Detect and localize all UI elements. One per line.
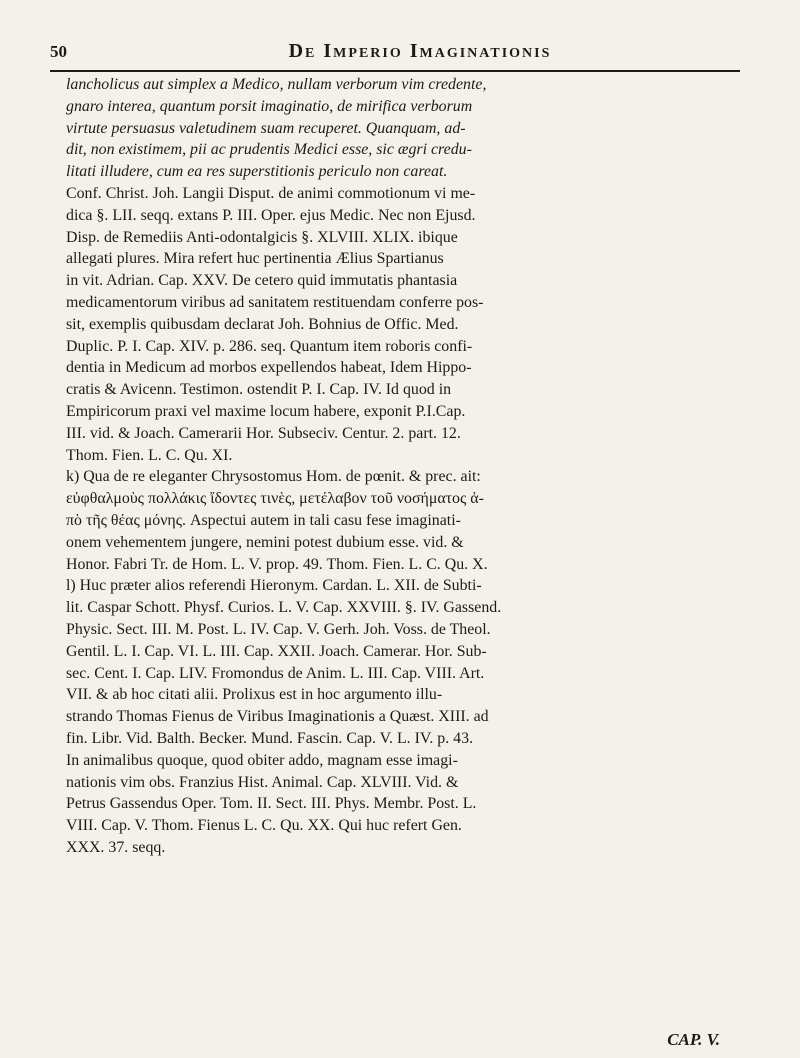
text-line: litati illudere, cum ea res superstitionis periculo non careat. — [66, 163, 448, 181]
header-rule — [50, 70, 740, 72]
text-line: lit. Caspar Schott. Physf. Curios. L. V. Cap. XXVIII. §. IV. Gassend. — [66, 599, 502, 617]
text-line: III. vid. & Joach. Camerarii Hor. Subseciv. Centur. 2. part. 12. — [66, 424, 461, 442]
text-line: nationis vim obs. Franzius Hist. Animal. Cap. XLVIII. Vid. & — [66, 773, 459, 791]
text-line: allegati plures. Mira refert huc pertinentia Ælius Spartianus — [66, 250, 444, 268]
footnote-l-line: l) Huc præter alios referendi Hieronym. Cardan. L. XII. de Subti- — [66, 577, 482, 595]
text-line: πὸ τῆς θέας μόνης. Aspectui autem in tali casu fese imaginati- — [66, 511, 461, 529]
text-line: dit, non existimem, pii ac prudentis Medici esse, sic ægri credu- — [66, 141, 472, 159]
text-line: dentia in Medicum ad morbos expellendos habeat, Idem Hippo- — [66, 359, 472, 377]
text-line: Empiricorum praxi vel maxime locum habere, exponit P.I.Cap. — [66, 402, 466, 420]
text-line: gnaro interea, quantum porsit imaginatio, de mirifica verborum — [66, 97, 473, 115]
text-line: onem vehementem jungere, nemini potest dubium esse. vid. & — [66, 533, 464, 551]
text-line: Gentil. L. I. Cap. VI. L. III. Cap. XXII. Joach. Camerar. Hor. Sub- — [66, 642, 487, 660]
text-line: XXX. 37. seqq. — [66, 838, 166, 856]
text-line: medicamentorum viribus ad sanitatem restituendam conferre pos- — [66, 293, 484, 311]
text-line: sit, exemplis quibusdam declarat Joh. Bohnius de Offic. Med. — [66, 315, 459, 333]
text-line: in vit. Adrian. Cap. XXV. De cetero quid immutatis phantasia — [66, 272, 458, 290]
footnote-k-line: k) Qua de re eleganter Chrysostomus Hom. de pœnit. & prec. ait: — [66, 468, 481, 486]
text-line: virtute persuasus valetudinem suam recuperet. Quanquam, ad- — [66, 119, 466, 137]
running-title: De Imperio Imaginationis — [288, 40, 552, 62]
text-line: Physic. Sect. III. M. Post. L. IV. Cap. V. Gerh. Joh. Voss. de Theol. — [66, 620, 491, 638]
text-line: VII. & ab hoc citati alii. Prolixus est in hoc argumento illu- — [66, 686, 443, 704]
text-line: dica §. LII. seqq. extans P. III. Oper. ejus Medic. Nec non Ejusd. — [66, 206, 476, 224]
text-line: Conf. Christ. Joh. Langii Disput. de animi commotionum vi me- — [66, 184, 476, 202]
text-line: In animalibus quoque, quod obiter addo, magnam esse imagi- — [66, 751, 458, 769]
body-text — [66, 74, 738, 859]
text-line: Disp. de Remediis Anti-odontalgicis §. XLVIII. XLIX. ibique — [66, 228, 458, 246]
page-header — [50, 40, 750, 63]
text-line: Duplic. P. I. Cap. XIV. p. 286. seq. Quantum item roboris confi- — [66, 337, 473, 355]
text-line: sec. Cent. I. Cap. LIV. Fromondus de Anim. L. III. Cap. VIII. Art. — [66, 664, 485, 682]
text-line: lancholicus aut simplex a Medico, nullam verborum vim credente, — [66, 76, 487, 93]
text-line: strando Thomas Fienus de Viribus Imaginationis a Quæst. XIII. ad — [66, 708, 489, 726]
greek-text-line: εὐφθαλμοὺς πολλάκις ἴδοντες τινὲς, μετέλαβον τοῦ νοσήματος ἀ- — [66, 490, 484, 508]
text-line: VIII. Cap. V. Thom. Fienus L. C. Qu. XX. Qui huc refert Gen. — [66, 817, 462, 835]
catchword: CAP. V. — [667, 1030, 720, 1049]
text-line: Thom. Fien. L. C. Qu. XI. — [66, 446, 233, 464]
page-number: 50 — [50, 42, 67, 61]
text-line: Honor. Fabri Tr. de Hom. L. V. prop. 49. Thom. Fien. L. C. Qu. X. — [66, 555, 488, 573]
text-line: fin. Libr. Vid. Balth. Becker. Mund. Fascin. Cap. V. L. IV. p. 43. — [66, 729, 474, 747]
text-line: cratis & Avicenn. Testimon. ostendit P. I. Cap. IV. Id quod in — [66, 381, 452, 399]
text-line: Petrus Gassendus Oper. Tom. II. Sect. III. Phys. Membr. Post. L. — [66, 795, 477, 813]
